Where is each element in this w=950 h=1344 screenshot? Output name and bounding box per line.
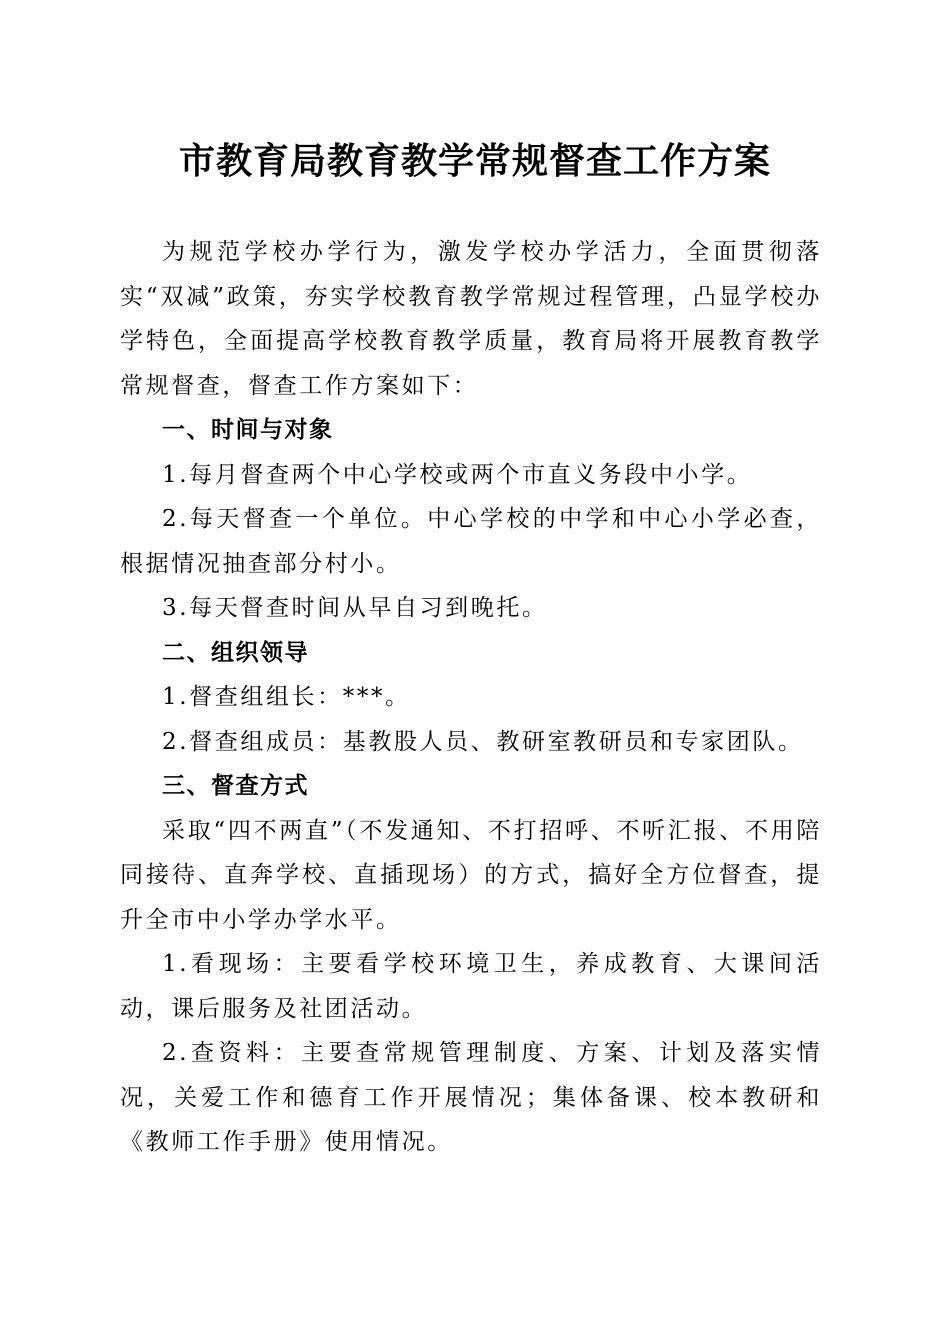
document-body — [120, 230, 822, 1165]
paragraph-item: 3.每天督查时间从早自习到晚托。 — [162, 595, 548, 621]
paragraph-item: 2.查资料：主要查常规管理制度、方案、计划及落实情况，关爱工作和德育工作开展情况；集体备课、校本教研和《教师工作手册》使用情况。 — [120, 1040, 822, 1155]
section-heading-organization: 二、组织领导 — [162, 639, 309, 666]
paragraph-item: 1.督查组组长：***。 — [162, 684, 411, 710]
document-title: 市教育局教育教学常规督查工作方案 — [178, 140, 771, 182]
paragraph-item: 2.每天督查一个单位。中心学校的中学和中心小学必查，根据情况抽查部分村小。 — [120, 506, 822, 577]
section-heading-time-and-targets: 一、时间与对象 — [162, 417, 334, 443]
paragraph-item: 1.每月督查两个中心学校或两个市直义务段中小学。 — [162, 461, 753, 488]
intro-paragraph: 为规范学校办学行为，激发学校办学活力，全面贯彻落实“双减”政策，夯实学校教育教学常规过程管理，凸显学校办学特色，全面提高学校教育教学质量，教育局将开展教育教学常规督查，督查工作方案如下： — [120, 239, 822, 399]
paragraph-item: 采取“四不两直”（不发通知、不打招呼、不听汇报、不用陪同接待、直奔学校、直插现场）的方式，搞好全方位督查，提升全市中小学办学水平。 — [120, 817, 822, 933]
section-heading-inspection-method: 三、督查方式 — [162, 773, 309, 799]
paragraph-item: 1.看现场：主要看学校环境卫生，养成教育、大课间活动，课后服务及社团活动。 — [120, 951, 822, 1022]
paragraph-item: 2.督查组成员：基教股人员、教研室教研员和专家团队。 — [162, 728, 804, 755]
